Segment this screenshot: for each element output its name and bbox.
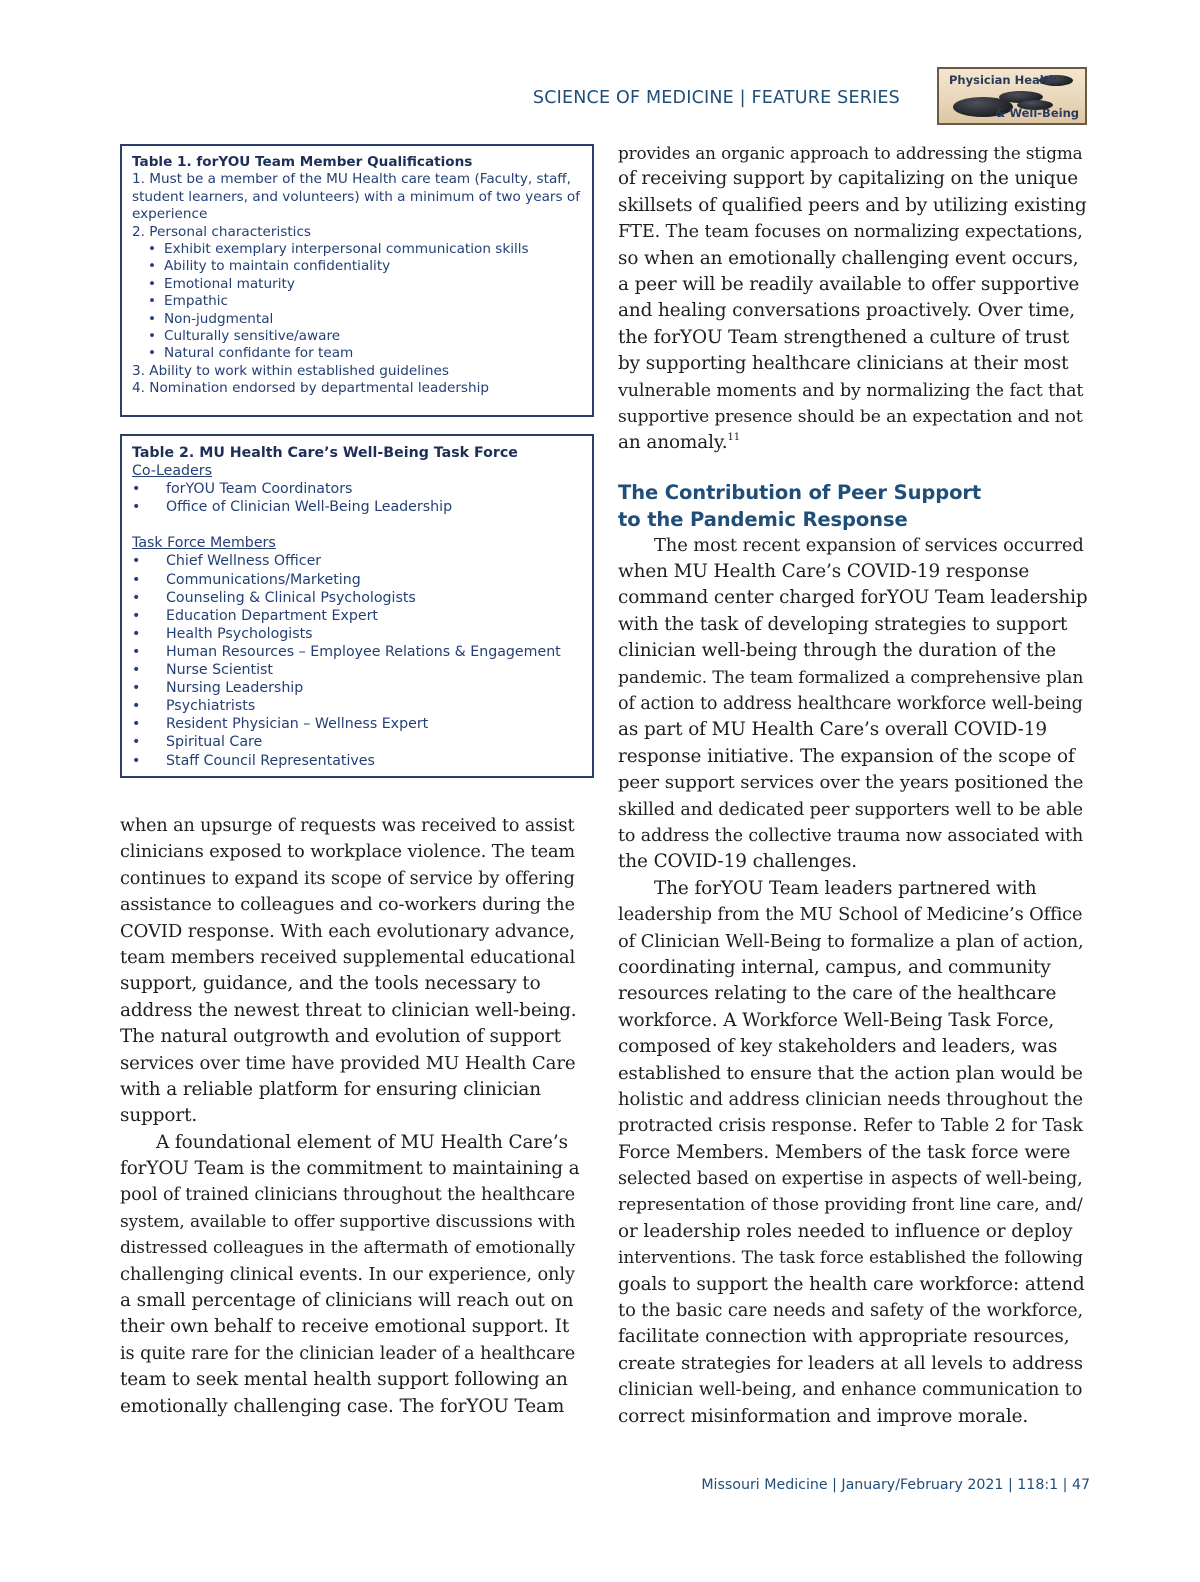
- co-leader-item: • Office of Clinician Well-Being Leadership: [132, 498, 582, 516]
- member-item: • Health Psychologists: [132, 625, 582, 643]
- text-line: composed of key stakeholders and leaders, was: [618, 1036, 1058, 1058]
- text-line: and healing conversations proactively. Over time,: [618, 300, 1075, 322]
- section-heading-line: The Contribution of Peer Support: [618, 480, 982, 504]
- text-line: by supporting healthcare clinicians at their most: [618, 353, 1069, 375]
- text-line: facilitate connection with appropriate resources,: [618, 1326, 1070, 1348]
- text-line: system, available to offer supportive discussions with: [120, 1211, 576, 1232]
- spacer: [132, 516, 582, 534]
- text-line: provides an organic approach to addressing the stigma: [618, 143, 1083, 163]
- table-1-line: 1. Must be a member of the MU Health care team (Faculty, staff,: [132, 171, 571, 188]
- text-line: established to ensure that the action plan would be: [618, 1062, 1083, 1084]
- section-heading-line: to the Pandemic Response: [618, 507, 908, 531]
- text-line: interventions. The task force established the following: [618, 1248, 1083, 1269]
- text-line: is quite rare for the clinician leader of a healthcare: [120, 1343, 576, 1364]
- text-fragment: an anomaly.: [618, 432, 728, 454]
- member-item: • Chief Wellness Officer: [132, 552, 582, 570]
- text-line: goals to support the health care workforce: attend: [618, 1273, 1085, 1295]
- characteristic-item: • Ability to maintain confidentiality: [148, 258, 582, 275]
- text-line: clinicians exposed to workplace violence. The team: [120, 842, 576, 863]
- physician-health-logo: [937, 67, 1087, 125]
- right-column-text: [618, 140, 1088, 1430]
- text-line: emotionally challenging case. The forYOU Team: [120, 1395, 565, 1417]
- text-line: forYOU Team is the commitment to maintaining a: [120, 1158, 580, 1180]
- member-item: • Human Resources – Employee Relations & Engagement: [132, 643, 582, 661]
- text-line: supportive presence should be an expectation and not: [618, 406, 1083, 427]
- member-item: • Staff Council Representatives: [132, 752, 582, 770]
- text-line: skilled and dedicated peer supporters well to be able: [618, 799, 1083, 820]
- page-footer: Missouri Medicine | January/February 2021 | 118:1 | 47: [701, 1477, 1090, 1493]
- table-1-line: experience: [132, 206, 208, 223]
- text-line: skillsets of qualified peers and by utilizing existing: [618, 194, 1087, 216]
- table-1-line: 3. Ability to work within established guidelines: [132, 362, 449, 379]
- member-item: • Communications/Marketing: [132, 571, 582, 589]
- text-line: representation of those providing front line care, and/: [618, 1195, 1083, 1216]
- text-line: the forYOU Team strengthened a culture of trust: [618, 326, 1070, 348]
- reference-superscript: 11: [727, 432, 741, 444]
- text-line: leadership from the MU School of Medicine’s Office: [618, 904, 1083, 926]
- table-2-title: Table 2. MU Health Care’s Well-Being Task Force: [132, 445, 518, 461]
- text-line: with the task of developing strategies to support: [618, 613, 1068, 635]
- text-line: team to seek mental health support following an: [120, 1369, 568, 1391]
- member-item: • Nursing Leadership: [132, 679, 582, 697]
- text-line: team members received supplemental educational: [120, 946, 576, 968]
- text-line: clinician well-being, and enhance communication to: [618, 1379, 1083, 1401]
- characteristic-item: • Emotional maturity: [148, 276, 582, 293]
- text-line: continues to expand its scope of service by offering: [120, 868, 575, 889]
- member-item: • Resident Physician – Wellness Expert: [132, 715, 582, 733]
- text-line: resources relating to the care of the healthcare: [618, 983, 1057, 1005]
- text-line: so when an emotionally challenging event occurs,: [618, 247, 1079, 269]
- text-line: assistance to colleagues and co-workers during the: [120, 895, 575, 916]
- characteristic-item: • Culturally sensitive/aware: [148, 328, 582, 345]
- text-line: clinician well-being through the duration of the: [618, 640, 1057, 662]
- text-line: selected based on expertise in aspects of well-being,: [618, 1169, 1083, 1190]
- text-line: coordinating internal, campus, and community: [618, 956, 1051, 978]
- text-line: COVID response. With each evolutionary advance,: [120, 920, 575, 942]
- text-line: create strategies for leaders at all levels to address: [618, 1352, 1083, 1374]
- text-line: A foundational element of MU Health Care’s: [156, 1131, 568, 1153]
- text-line: when an upsurge of requests was received to assist: [120, 816, 575, 836]
- co-leaders-heading: Co-Leaders: [132, 463, 213, 480]
- text-line: of receiving support by capitalizing on the unique: [618, 168, 1079, 190]
- text-line: [618, 430, 1088, 456]
- text-line: a peer will be readily available to offer supportive: [618, 273, 1080, 295]
- characteristic-item: • Natural confidante for team: [148, 345, 582, 362]
- member-item: • Psychiatrists: [132, 697, 582, 715]
- section-heading: [618, 479, 1088, 533]
- text-line: the COVID-19 challenges.: [618, 851, 858, 873]
- member-item: • Education Department Expert: [132, 607, 582, 625]
- text-line: their own behalf to receive emotional support. It: [120, 1316, 570, 1338]
- text-line: Force Members. Members of the task force were: [618, 1141, 1071, 1163]
- text-line: support.: [120, 1105, 198, 1127]
- table-1-line: 2. Personal characteristics: [132, 223, 312, 240]
- text-line: to the basic care needs and safety of the workforce,: [618, 1300, 1084, 1322]
- text-line: to address the collective trauma now associated with: [618, 825, 1084, 846]
- members-heading: Task Force Members: [132, 535, 276, 552]
- text-line: of Clinician Well-Being to formalize a plan of action,: [618, 930, 1084, 952]
- text-line: challenging clinical events. In our experience, only: [120, 1263, 575, 1285]
- text-line: as part of MU Health Care’s overall COVID-19: [618, 719, 1047, 741]
- text-line: support, guidance, and the tools necessary to: [120, 973, 541, 995]
- table-1-line: 4. Nomination endorsed by departmental leadership: [132, 380, 490, 397]
- text-line: The most recent expansion of services occurred: [654, 534, 1084, 556]
- member-item: • Counseling & Clinical Psychologists: [132, 589, 582, 607]
- characteristic-item: • Exhibit exemplary interpersonal communication skills: [148, 241, 582, 258]
- text-line: or leadership roles needed to influence or deploy: [618, 1220, 1073, 1242]
- table-1-title: Table 1. forYOU Team Member Qualifications: [132, 154, 473, 170]
- text-line: correct misinformation and improve morale.: [618, 1405, 1029, 1427]
- text-line: The forYOU Team leaders partnered with: [654, 877, 1037, 899]
- text-line: workforce. A Workforce Well-Being Task Force,: [618, 1009, 1055, 1031]
- text-line: FTE. The team focuses on normalizing expectations,: [618, 222, 1083, 243]
- characteristic-item: • Non-judgmental: [148, 311, 582, 328]
- series-header: SCIENCE OF MEDICINE | FEATURE SERIES: [532, 88, 900, 108]
- text-line: command center charged forYOU Team leadership: [618, 587, 1088, 609]
- left-column-text: [120, 813, 580, 1420]
- text-line: distressed colleagues in the aftermath of emotionally: [120, 1238, 575, 1259]
- member-item: • Nurse Scientist: [132, 661, 582, 679]
- logo-title: Physician Health: [949, 73, 1058, 87]
- text-line: response initiative. The expansion of the scope of: [618, 745, 1075, 767]
- text-line: when MU Health Care’s COVID-19 response: [618, 561, 1030, 583]
- logo-subtitle: & Well-Being: [995, 106, 1079, 120]
- member-item: • Spiritual Care: [132, 733, 582, 751]
- table-1-line: student learners, and volunteers) with a minimum of two years of: [132, 188, 581, 205]
- text-line: address the newest threat to clinician well-being.: [120, 999, 577, 1021]
- text-line: vulnerable moments and by normalizing the fact that: [618, 380, 1084, 401]
- co-leader-item: • forYOU Team Coordinators: [132, 480, 582, 498]
- table-2-box: [120, 434, 594, 778]
- text-line: peer support services over the years positioned the: [618, 772, 1084, 794]
- text-line: pool of trained clinicians throughout the healthcare: [120, 1185, 576, 1206]
- text-line: pandemic. The team formalized a comprehensive plan: [618, 667, 1084, 688]
- text-line: The natural outgrowth and evolution of support: [120, 1026, 561, 1048]
- text-line: a small percentage of clinicians will reach out on: [120, 1290, 574, 1312]
- characteristic-item: • Empathic: [148, 293, 582, 310]
- text-line: with a reliable platform for ensuring clinician: [120, 1078, 542, 1100]
- table-1-box: [120, 144, 594, 417]
- text-line: of action to address healthcare workforce well-being: [618, 694, 1083, 715]
- text-line: holistic and address clinician needs throughout the: [618, 1088, 1083, 1110]
- text-line: protracted crisis response. Refer to Table 2 for Task: [618, 1115, 1083, 1137]
- text-line: services over time have provided MU Health Care: [120, 1052, 576, 1074]
